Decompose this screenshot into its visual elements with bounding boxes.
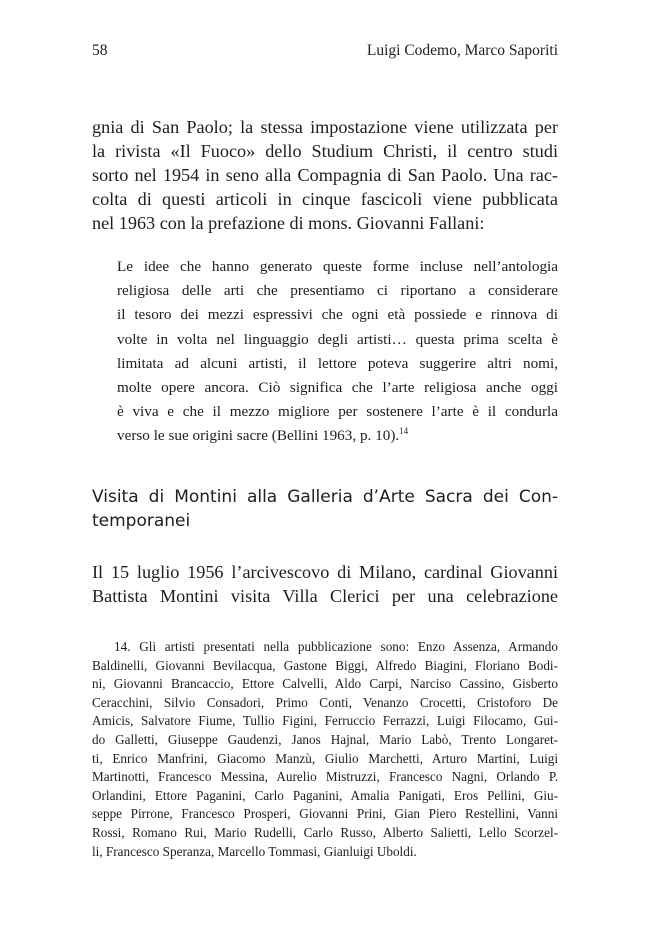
body-paragraph-2 xyxy=(92,560,558,608)
quote-line-last xyxy=(117,424,558,448)
footnote-line: li, Francesco Speranza, Marcello Tommasi, Gianluigi Uboldi. xyxy=(92,843,417,859)
page-header xyxy=(92,42,558,64)
footnote-line: Rossi, Romano Rui, Mario Rudelli, Carlo Russo, Alberto Salietti, Lello Scorzel- xyxy=(92,824,558,840)
quote-line: limitata ad alcuni artisti, il lettore poteva suggerire altri nomi, xyxy=(117,354,558,372)
footnote-line: Ceracchini, Silvio Consadori, Primo Conti, Venanzo Crocetti, Cristoforo De xyxy=(92,694,558,710)
text-line: nel 1963 con la prefazione di mons. Giovanni Fallani: xyxy=(92,213,485,233)
section-heading xyxy=(92,485,558,533)
footnote-line: do Galletti, Giuseppe Gaudenzi, Janos Hajnal, Mario Labò, Trento Longaret- xyxy=(92,731,558,747)
text-line: sorto nel 1954 in seno alla Compagnia di San Paolo. Una rac- xyxy=(92,165,558,185)
quote-line-text: verso le sue origini sacre (Bellini 1963, p. 10). xyxy=(117,427,400,445)
text-line: Il 15 luglio 1956 l’arcivescovo di Milano, cardinal Giovanni xyxy=(92,562,558,582)
block-quote xyxy=(117,255,558,449)
footnote-line: Amicis, Salvatore Fiume, Tullio Figini, Ferruccio Ferrazzi, Luigi Filocamo, Gui- xyxy=(92,713,558,729)
quote-line: molte opere ancora. Ciò significa che l’arte religiosa anche oggi xyxy=(117,379,558,397)
footnote-reference: 14 xyxy=(399,426,409,437)
text-line: Battista Montini visita Villa Clerici per una celebrazione xyxy=(92,586,558,606)
page-number: 58 xyxy=(92,42,108,59)
footnote xyxy=(92,638,558,861)
text-line: colta di questi articoli in cinque fascicoli viene pubblicata xyxy=(92,189,558,209)
body-paragraph-1 xyxy=(92,115,558,235)
heading-line: Visita di Montini alla Galleria d’Arte Sacra dei Con- xyxy=(92,487,558,507)
footnote-line: ni, Giovanni Brancaccio, Ettore Calvelli, Aldo Carpi, Narciso Cassino, Gisberto xyxy=(92,676,558,692)
footnote-line: seppe Pirrone, Francesco Prosperi, Giovanni Prini, Gian Piero Restellini, Vanni xyxy=(92,806,558,822)
heading-line: temporanei xyxy=(92,511,191,531)
running-head: Luigi Codemo, Marco Saporiti xyxy=(366,42,558,59)
quote-line: è viva e che il mezzo migliore per sostenere l’arte è il condurla xyxy=(117,403,558,421)
quote-line: Le idee che hanno generato queste forme incluse nell’antologia xyxy=(117,258,558,275)
quote-line: il tesoro dei mezzi espressivi che ogni età possiede e rinnova di xyxy=(117,306,558,324)
footnote-line: Martinotti, Francesco Messina, Aurelio Mistruzzi, Francesco Nagni, Orlando P. xyxy=(92,769,558,785)
text-line: gnia di San Paolo; la stessa impostazione viene utilizzata per xyxy=(92,117,558,137)
footnote-line: Baldinelli, Giovanni Bevilacqua, Gastone Biggi, Alfredo Biagini, Floriano Bodi- xyxy=(92,657,558,673)
footnote-line: Orlandini, Ettore Paganini, Carlo Paganini, Amalia Panigati, Eros Pellini, Giu- xyxy=(92,787,558,803)
text-line: la rivista «Il Fuoco» dello Studium Christi, il centro studi xyxy=(92,141,558,161)
footnote-line: 14. Gli artisti presentati nella pubblicazione sono: Enzo Assenza, Armando xyxy=(114,639,558,654)
footnote-line: ti, Enrico Manfrini, Giacomo Manzù, Giulio Marchetti, Arturo Martini, Luigi xyxy=(92,750,558,766)
quote-line: religiosa delle arti che presentiamo ci riportano a considerare xyxy=(117,282,558,300)
quote-line: volte in volta nel linguaggio degli artisti… questa prima scelta è xyxy=(117,330,558,348)
